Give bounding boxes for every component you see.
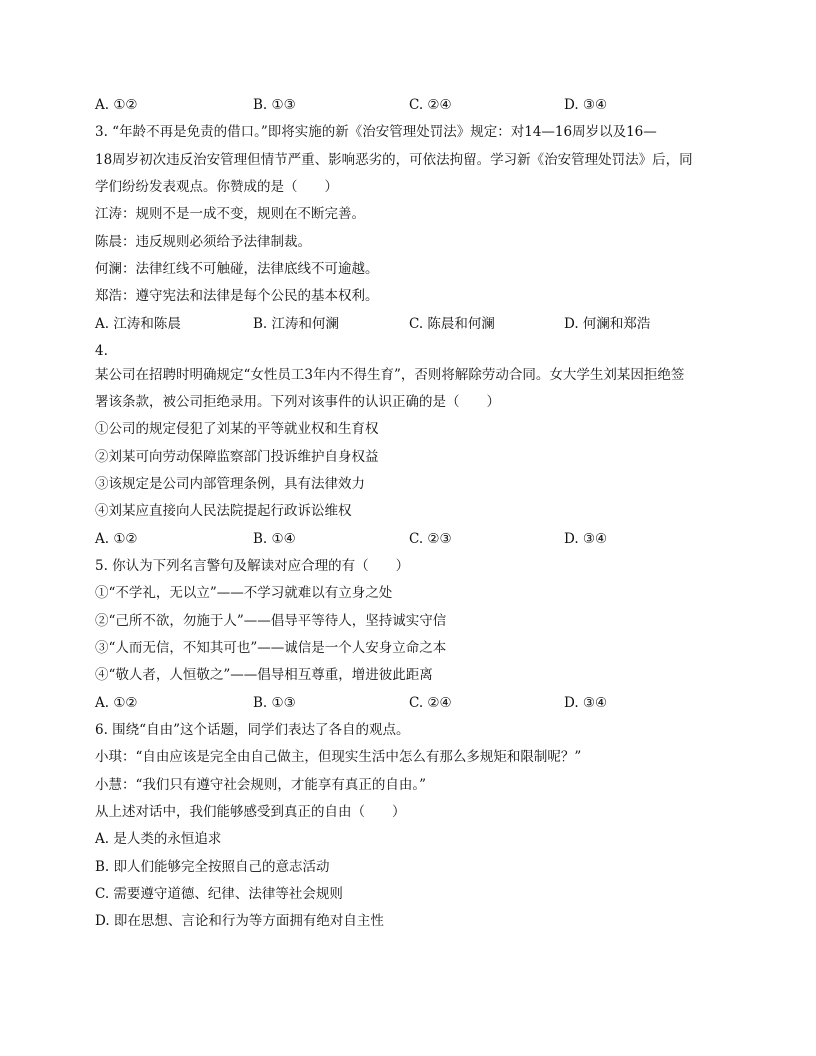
q5-stem: 5. 你认为下列名言警句及解读对应合理的有（ ）: [95, 558, 410, 574]
q3-stem-line2: 18周岁初次违反治安管理但情节严重、影响恶劣的，可依法拘留。学习新《治安管理处罚法》后，同: [95, 152, 693, 168]
q5-item-2: ②“己所不欲，勿施于人”——倡导平等待人，坚持诚实守信: [95, 613, 447, 629]
q4-item-1: ①公司的规定侵犯了刘某的平等就业权和生育权: [95, 421, 379, 437]
q3-view-helan: 何澜：法律红线不可触碰，法律底线不可逾越。: [95, 261, 379, 277]
q3-stem-line3: 学们纷纷发表观点。你赞成的是（ ）: [95, 179, 338, 195]
q4-options: [95, 530, 735, 548]
q2-option-c: C. ②④: [409, 97, 452, 113]
q4-option-c: C. ②③: [409, 531, 452, 547]
q2-options: [95, 96, 735, 114]
q6-dialog-xiaohui: 小慧：“我们只有遵守社会规则，才能享有真正的自由。”: [95, 777, 427, 793]
q5-option-d: D. ③④: [564, 695, 608, 711]
q5-item-1: ①“不学礼，无以立”——不学习就难以有立身之处: [95, 585, 393, 601]
q6-option-b: B. 即人们能够完全按照自己的意志活动: [95, 859, 330, 875]
q5-option-b: B. ①③: [253, 695, 296, 711]
q4-option-b: B. ①④: [253, 531, 296, 547]
q3-view-chenchen: 陈晨：违反规则必须给予法律制裁。: [95, 234, 311, 250]
q5-option-c: C. ②④: [409, 695, 452, 711]
q5-item-3: ③“人而无信，不知其可也”——诚信是一个人安身立命之本: [95, 640, 447, 656]
q5-options: [95, 694, 735, 712]
q3-option-b: B. 江涛和何澜: [253, 316, 340, 332]
q3-option-d: D. 何澜和郑浩: [564, 316, 651, 332]
q4-number: 4.: [95, 343, 108, 359]
q3-view-jiangtao: 江涛：规则不是一成不变，规则在不断完善。: [95, 206, 365, 222]
q5-option-a: A. ①②: [95, 695, 138, 711]
q3-stem-line1: 3. “年龄不再是免责的借口。”即将实施的新《治安管理处罚法》规定：对14—16周岁以及16—: [95, 124, 657, 140]
q6-stem: 6. 围绕“自由”这个话题，同学们表达了各自的观点。: [95, 722, 410, 738]
q5-item-4: ④“敬人者，人恒敬之”——倡导相互尊重，增进彼此距离: [95, 667, 433, 683]
q4-item-3: ③该规定是公司内部管理条例，具有法律效力: [95, 476, 365, 492]
q3-option-a: A. 江涛和陈晨: [95, 316, 181, 332]
q2-option-a: A. ①②: [95, 97, 138, 113]
q4-stem-line2: 署该条款，被公司拒绝录用。下列对该事件的认识正确的是（ ）: [95, 394, 500, 410]
q3-view-zhenghao: 郑浩：遵守宪法和法律是每个公民的基本权利。: [95, 288, 379, 304]
q4-option-d: D. ③④: [564, 531, 608, 547]
q4-item-4: ④刘某应直接向人民法院提起行政诉讼维权: [95, 503, 352, 519]
q3-options: [95, 315, 735, 333]
q2-option-b: B. ①③: [253, 97, 296, 113]
q4-stem-line1: 某公司在招聘时明确规定“女性员工3年内不得生育”，否则将解除劳动合同。女大学生刘某因拒绝签: [95, 367, 685, 383]
q6-question: 从上述对话中，我们能够感受到真正的自由（ ）: [95, 804, 406, 820]
q4-item-2: ②刘某可向劳动保障监察部门投诉维护自身权益: [95, 449, 379, 465]
q4-option-a: A. ①②: [95, 531, 138, 547]
q2-option-d: D. ③④: [564, 97, 608, 113]
q6-dialog-xiaoqi: 小琪：“自由应该是完全由自己做主，但现实生活中怎么有那么多规矩和限制呢？”: [95, 749, 582, 765]
q6-option-d: D. 即在思想、言论和行为等方面拥有绝对自主性: [95, 913, 384, 929]
q6-option-a: A. 是人类的永恒追求: [95, 831, 222, 847]
q6-option-c: C. 需要遵守道德、纪律、法律等社会规则: [95, 886, 343, 902]
q3-option-c: C. 陈晨和何澜: [409, 316, 495, 332]
